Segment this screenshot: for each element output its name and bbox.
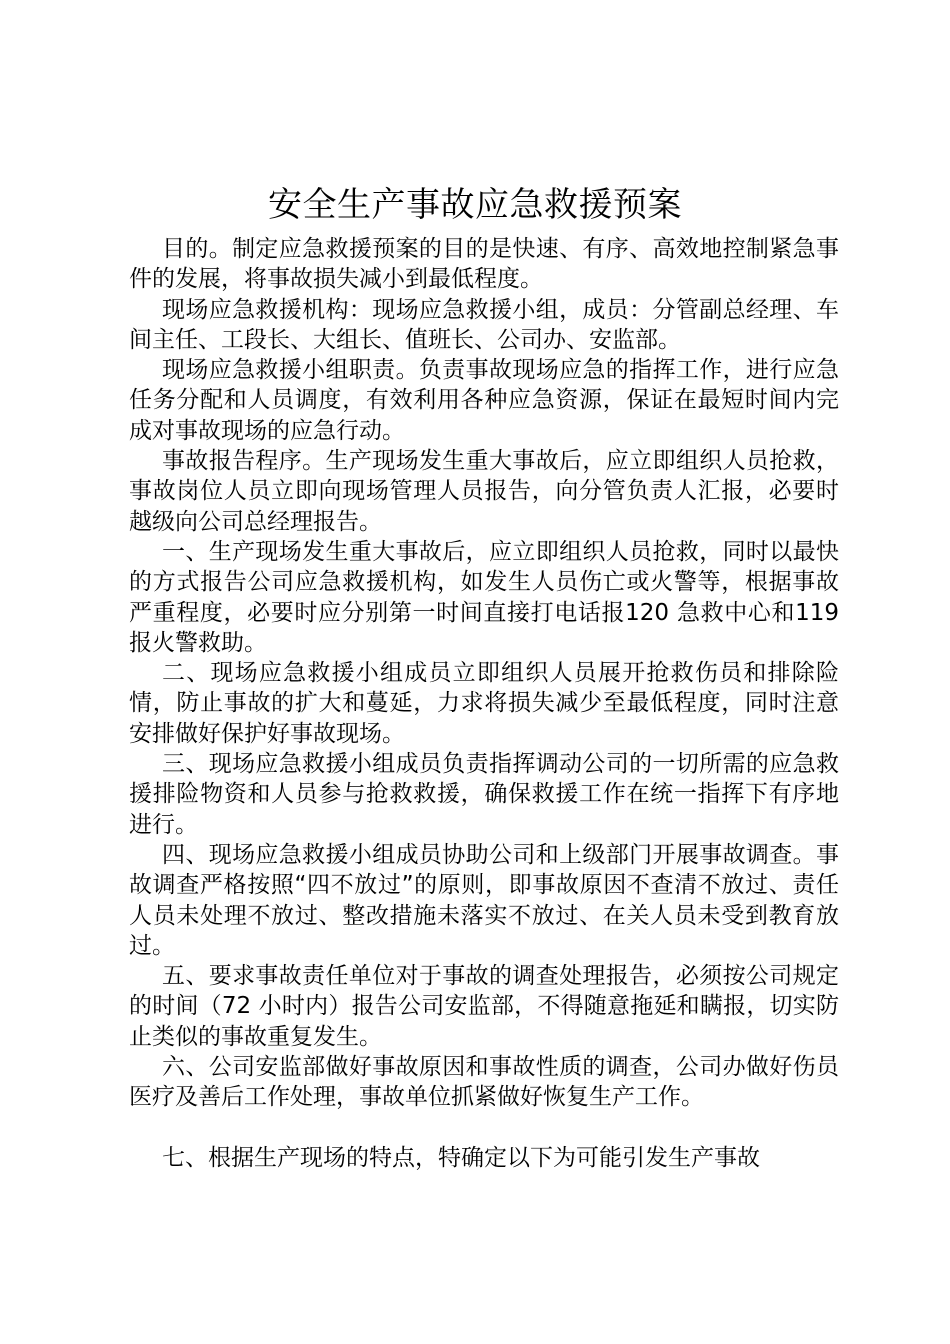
paragraph-rescue-organization: 现场应急救援机构：现场应急救援小组，成员：分管副总经理、车间主任、工段长、大组长、值班长、公司办、安监部。 bbox=[129, 296, 839, 353]
paragraph-item-2: 二、现场应急救援小组成员立即组织人员展开抢救伤员和排除险情，防止事故的扩大和蔓延，力求将损失减少至最低程度，同时注意安排做好保护好事故现场。 bbox=[129, 660, 839, 747]
paragraph-item-7: 七、根据生产现场的特点，特确定以下为可能引发生产事故 bbox=[162, 1144, 760, 1171]
paragraph-report-procedure: 事故报告程序。生产现场发生重大事故后，应立即组织人员抢救，事故岗位人员立即向现场管理人员报告，向分管负责人汇报，必要时越级向公司总经理报告。 bbox=[129, 448, 839, 535]
paragraph-team-duties: 现场应急救援小组职责。负责事故现场应急的指挥工作，进行应急任务分配和人员调度，有效利用各种应急资源，保证在最短时间内完成对事故现场的应急行动。 bbox=[129, 357, 839, 444]
document-title: 安全生产事故应急救援预案 bbox=[268, 185, 682, 225]
paragraph-item-6: 六、公司安监部做好事故原因和事故性质的调查，公司办做好伤员医疗及善后工作处理，事故单位抓紧做好恢复生产工作。 bbox=[129, 1054, 839, 1111]
paragraph-item-5: 五、要求事故责任单位对于事故的调查处理报告，必须按公司规定的时间（72 小时内）报告公司安监部，不得随意拖延和瞒报，切实防止类似的事故重复发生。 bbox=[129, 963, 839, 1050]
paragraph-purpose: 目的。制定应急救援预案的目的是快速、有序、高效地控制紧急事件的发展，将事故损失减小到最低程度。 bbox=[129, 236, 839, 293]
paragraph-item-3: 三、现场应急救援小组成员负责指挥调动公司的一切所需的应急救援排险物资和人员参与抢救救援，确保救援工作在统一指挥下有序地进行。 bbox=[129, 751, 839, 838]
paragraph-item-4: 四、现场应急救援小组成员协助公司和上级部门开展事故调查。事故调查严格按照“四不放过”的原则，即事故原因不查清不放过、责任人员未处理不放过、整改措施未落实不放过、在关人员未受到教育放过。 bbox=[129, 841, 839, 959]
paragraph-item-1: 一、生产现场发生重大事故后，应立即组织人员抢救，同时以最快的方式报告公司应急救援机构，如发生人员伤亡或火警等，根据事故严重程度，必要时应分别第一时间直接打电话报120 急救中心和119 报火警救助。 bbox=[129, 538, 839, 656]
document-body bbox=[129, 234, 839, 1173]
